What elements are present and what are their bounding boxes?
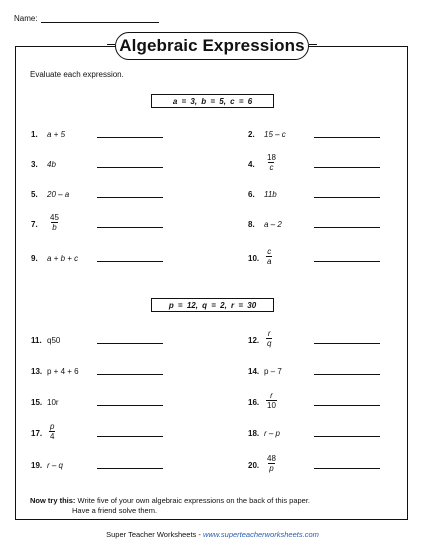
- answer-line[interactable]: [314, 167, 380, 168]
- try-this-note: [30, 496, 400, 516]
- answer-line[interactable]: [314, 197, 380, 198]
- answer-line[interactable]: [314, 343, 380, 344]
- problem-fraction: [266, 391, 277, 410]
- problem-8: [248, 213, 425, 237]
- fraction-numerator: 48: [267, 454, 276, 463]
- try-this-line-1: Write five of your own algebraic expressions on the back of this paper.: [77, 496, 311, 505]
- name-field-row: [14, 14, 159, 23]
- problem-number: 5.: [31, 190, 38, 199]
- problem-19: [31, 454, 221, 478]
- fraction-denominator: a: [267, 257, 272, 266]
- problem-17: [31, 422, 221, 446]
- problem-expression: 11b: [264, 190, 277, 199]
- problem-number: 3.: [31, 160, 38, 169]
- page-title: Algebraic Expressions: [115, 32, 309, 60]
- problem-expression: a + 5: [47, 130, 66, 139]
- problem-12: [248, 329, 425, 353]
- problem-expression: 20 – a: [47, 190, 70, 199]
- problem-number: 7.: [31, 220, 38, 229]
- footer-brand: Super Teacher Worksheets -: [106, 530, 203, 539]
- answer-line[interactable]: [97, 167, 163, 168]
- problem-number: 1.: [31, 130, 38, 139]
- fraction-numerator: r: [270, 391, 273, 400]
- problem-expression: 10r: [47, 398, 59, 407]
- problem-1: [31, 123, 221, 147]
- problem-expression: p + 4 + 6: [47, 367, 79, 376]
- problem-fraction: [266, 153, 277, 172]
- answer-line[interactable]: [314, 436, 380, 437]
- problem-fraction: [49, 213, 60, 232]
- problem-5: [31, 183, 221, 207]
- fraction-denominator: p: [269, 464, 274, 473]
- answer-line[interactable]: [97, 468, 163, 469]
- problem-number: 20.: [248, 461, 260, 470]
- answer-line[interactable]: [97, 343, 163, 344]
- answer-line[interactable]: [314, 468, 380, 469]
- problem-number: 14.: [248, 367, 260, 376]
- problem-7: [31, 213, 221, 237]
- problem-20: [248, 454, 425, 478]
- problem-4: [248, 153, 425, 177]
- footer: [0, 530, 425, 539]
- fraction-numerator: 18: [267, 153, 276, 162]
- problem-13: [31, 360, 221, 384]
- problem-number: 10.: [248, 254, 260, 263]
- problem-number: 9.: [31, 254, 38, 263]
- answer-line[interactable]: [97, 137, 163, 138]
- worksheet-frame: [15, 46, 408, 520]
- problem-number: 6.: [248, 190, 255, 199]
- instructions: Evaluate each expression.: [30, 70, 124, 79]
- fraction-numerator: c: [267, 247, 272, 256]
- try-this-label: Now try this:: [30, 496, 76, 505]
- fraction-denominator: 10: [267, 401, 276, 410]
- problem-fraction: [49, 422, 55, 441]
- fraction-denominator: c: [269, 163, 274, 172]
- answer-line[interactable]: [97, 227, 163, 228]
- fraction-numerator: 45: [50, 213, 59, 222]
- problem-expression: a – 2: [264, 220, 282, 229]
- try-this-line-2: Have a friend solve them.: [72, 506, 158, 515]
- problem-expression: r – q: [47, 461, 64, 470]
- answer-line[interactable]: [97, 405, 163, 406]
- fraction-denominator: 4: [50, 432, 55, 441]
- problem-fraction: [266, 454, 277, 473]
- problem-15: [31, 391, 221, 415]
- answer-line[interactable]: [314, 261, 380, 262]
- problem-6: [248, 183, 425, 207]
- name-line[interactable]: [41, 14, 159, 23]
- problem-expression: r – p: [264, 429, 281, 438]
- problem-expression: 4b: [47, 160, 56, 169]
- problem-18: [248, 422, 425, 446]
- problem-number: 12.: [248, 336, 260, 345]
- given-values-box-1: a = 3, b = 5, c = 6: [151, 94, 274, 108]
- answer-line[interactable]: [97, 197, 163, 198]
- title-wing-right: [309, 44, 317, 49]
- problem-16: [248, 391, 425, 415]
- problem-number: 19.: [31, 461, 43, 470]
- answer-line[interactable]: [97, 261, 163, 262]
- problem-number: 2.: [248, 130, 255, 139]
- answer-line[interactable]: [314, 137, 380, 138]
- problem-number: 13.: [31, 367, 43, 376]
- problem-number: 17.: [31, 429, 43, 438]
- name-label: Name:: [14, 14, 38, 23]
- problem-number: 15.: [31, 398, 43, 407]
- footer-url[interactable]: www.superteacherworksheets.com: [202, 530, 319, 539]
- answer-line[interactable]: [314, 374, 380, 375]
- problem-11: [31, 329, 221, 353]
- title-wing-left: [107, 44, 115, 49]
- problem-3: [31, 153, 221, 177]
- answer-line[interactable]: [97, 374, 163, 375]
- problem-14: [248, 360, 425, 384]
- problem-2: [248, 123, 425, 147]
- fraction-numerator: p: [50, 422, 55, 431]
- problem-9: [31, 247, 221, 271]
- answer-line[interactable]: [97, 436, 163, 437]
- problem-expression: 15 – c: [264, 130, 286, 139]
- answer-line[interactable]: [314, 405, 380, 406]
- fraction-denominator: b: [52, 223, 57, 232]
- problem-expression: a + b + c: [47, 254, 79, 263]
- given-values-box-2: p = 12, q = 2, r = 30: [151, 298, 274, 312]
- problem-10: [248, 247, 425, 271]
- problem-number: 8.: [248, 220, 255, 229]
- problem-expression: q50: [47, 336, 61, 345]
- problem-number: 16.: [248, 398, 260, 407]
- fraction-numerator: r: [267, 329, 271, 338]
- problem-fraction: [266, 247, 272, 266]
- answer-line[interactable]: [314, 227, 380, 228]
- problem-number: 18.: [248, 429, 260, 438]
- problem-expression: p – 7: [264, 367, 282, 376]
- problem-number: 4.: [248, 160, 255, 169]
- fraction-denominator: q: [267, 339, 272, 348]
- problem-number: 11.: [31, 336, 42, 345]
- problem-fraction: [266, 329, 272, 348]
